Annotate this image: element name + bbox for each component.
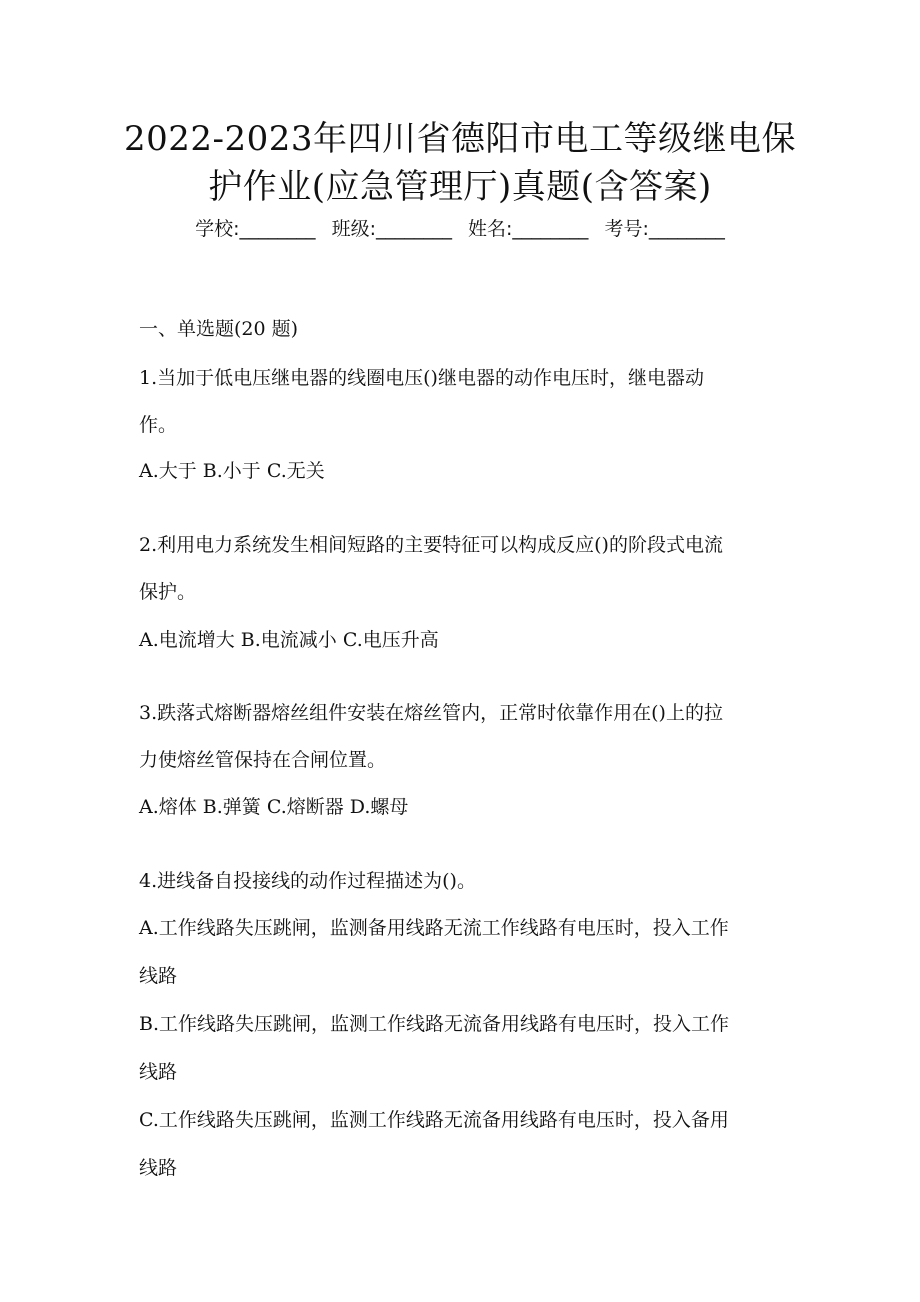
question-options: A.熔体 B.弹簧 C.熔断器 D.螺母 <box>139 796 409 818</box>
question-stem-line: 保护。 <box>139 581 197 603</box>
question-stem-line: 3.跌落式熔断器熔丝组件安装在熔丝管内，正常时依靠作用在()上的拉 <box>139 702 723 724</box>
question-option-c-continued: 线路 <box>139 1157 178 1179</box>
question-stem-line: 1.当加于低电压继电器的线圈电压()继电器的动作电压时，继电器动 <box>139 367 704 389</box>
student-info-row <box>0 214 920 244</box>
question-option-a-continued: 线路 <box>139 965 178 987</box>
question-stem-line: 2.利用电力系统发生相间短路的主要特征可以构成反应()的阶段式电流 <box>139 534 723 556</box>
question-option-c: C.工作线路失压跳闸，监测工作线路无流备用线路有电压时，投入备用 <box>139 1109 729 1131</box>
document-title-line-1: 2022-2023年四川省德阳市电工等级继电保 <box>123 119 797 159</box>
question-stem-line: 力使熔丝管保持在合闸位置。 <box>139 749 387 771</box>
question-option-b-continued: 线路 <box>139 1061 178 1083</box>
exam-number-field: 考号:________ <box>604 218 725 240</box>
section-heading: 一、单选题(20 题) <box>139 318 299 340</box>
question-options: A.电流增大 B.电流减小 C.电压升高 <box>139 629 439 651</box>
question-stem-line: 作。 <box>139 414 178 436</box>
question-options: A.大于 B.小于 C.无关 <box>139 460 325 482</box>
question-stem-line: 4.进线备自投接线的动作过程描述为()。 <box>139 870 476 892</box>
question-option-a: A.工作线路失压跳闸，监测备用线路无流工作线路有电压时，投入工作 <box>139 917 729 939</box>
name-field: 姓名:________ <box>468 218 589 240</box>
school-field: 学校:________ <box>195 218 316 240</box>
class-field: 班级:________ <box>331 218 452 240</box>
document-title-line-2: 护作业(应急管理厅)真题(含答案) <box>208 167 712 207</box>
question-option-b: B.工作线路失压跳闸，监测工作线路无流备用线路有电压时，投入工作 <box>139 1013 730 1035</box>
